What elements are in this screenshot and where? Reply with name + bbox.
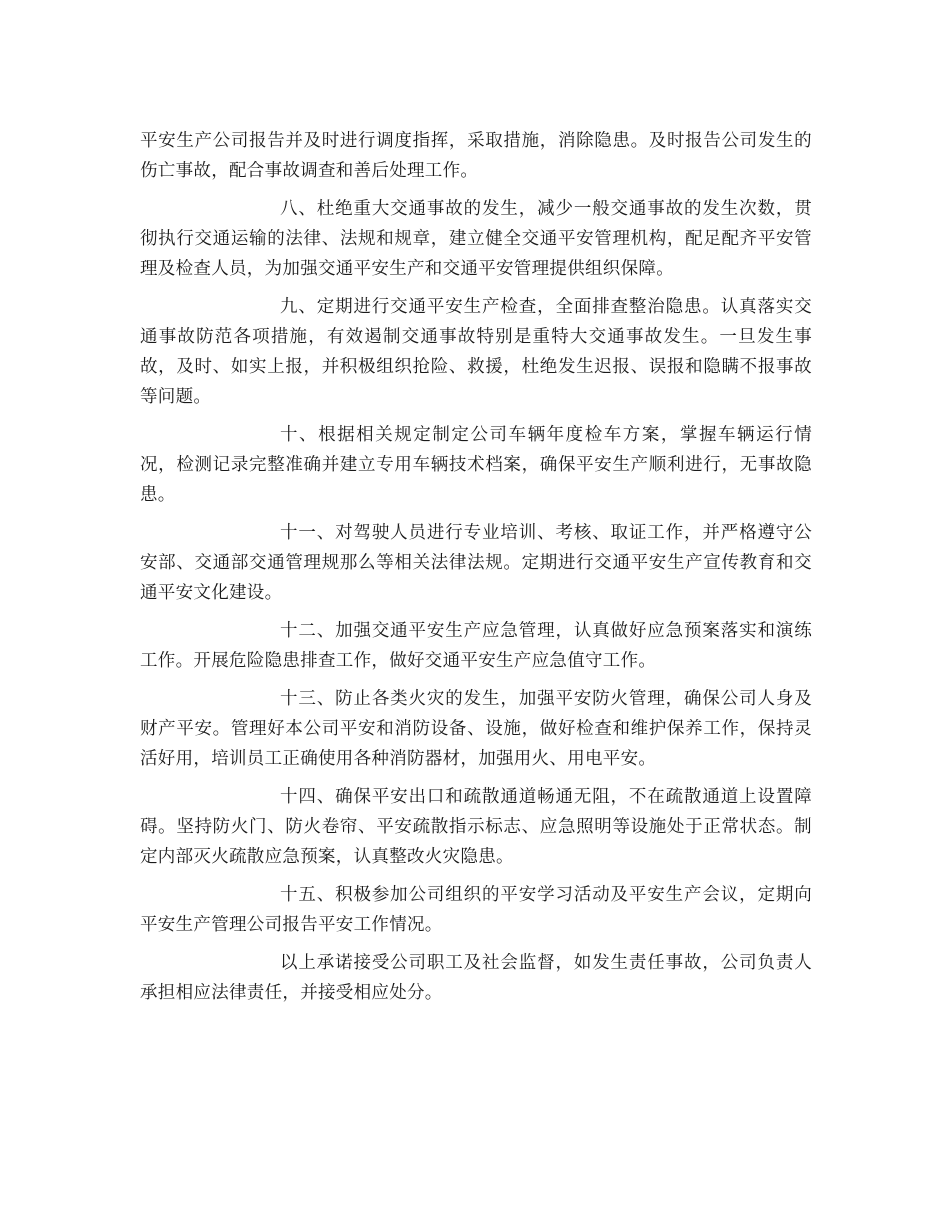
paragraph-item-13: 十三、防止各类火灾的发生，加强平安防火管理，确保公司人身及财产平安。管理好本公司平安和消防设备、设施，做好检查和维护保养工作，保持灵活好用，培训员工正确使用各种消防器材，加强用火、用电平安。 <box>140 689 812 769</box>
document-body <box>140 126 812 1016</box>
paragraph-item-8: 八、杜绝重大交通事故的发生，减少一般交通事故的发生次数，贯彻执行交通运输的法律、法规和规章，建立健全交通平安管理机构，配足配齐平安管理及检查人员，为加强交通平安生产和交通平安管理提供组织保障。 <box>140 199 812 279</box>
paragraph-item-14: 十四、确保平安出口和疏散通道畅通无阻，不在疏散通道上设置障碍。坚持防火门、防火卷帘、平安疏散指示标志、应急照明等设施处于正常状态。制定内部灭火疏散应急预案，认真整改火灾隐患。 <box>140 787 812 867</box>
paragraph-item-15: 十五、积极参加公司组织的平安学习活动及平安生产会议，定期向平安生产管理公司报告平安工作情况。 <box>140 885 812 935</box>
paragraph-closing: 以上承诺接受公司职工及社会监督，如发生责任事故，公司负责人承担相应法律责任，并接受相应处分。 <box>140 953 812 1003</box>
paragraph-item-9: 九、定期进行交通平安生产检查，全面排查整治隐患。认真落实交通事故防范各项措施，有效遏制交通事故特别是重特大交通事故发生。一旦发生事故，及时、如实上报，并积极组织抢险、救援，杜绝发生迟报、误报和隐瞒不报事故等问题。 <box>140 297 812 407</box>
paragraph-item-10: 十、根据相关规定制定公司车辆年度检车方案，掌握车辆运行情况，检测记录完整准确并建立专用车辆技术档案，确保平安生产顺利进行，无事故隐患。 <box>140 425 812 505</box>
paragraph-item-12: 十二、加强交通平安生产应急管理，认真做好应急预案落实和演练工作。开展危险隐患排查工作，做好交通平安生产应急值守工作。 <box>140 621 812 671</box>
paragraph-item-11: 十一、对驾驶人员进行专业培训、考核、取证工作，并严格遵守公安部、交通部交通管理规那么等相关法律法规。定期进行交通平安生产宣传教育和交通平安文化建设。 <box>140 523 812 603</box>
paragraph-continuation: 平安生产公司报告并及时进行调度指挥，采取措施，消除隐患。及时报告公司发生的伤亡事故，配合事故调查和善后处理工作。 <box>140 131 812 181</box>
